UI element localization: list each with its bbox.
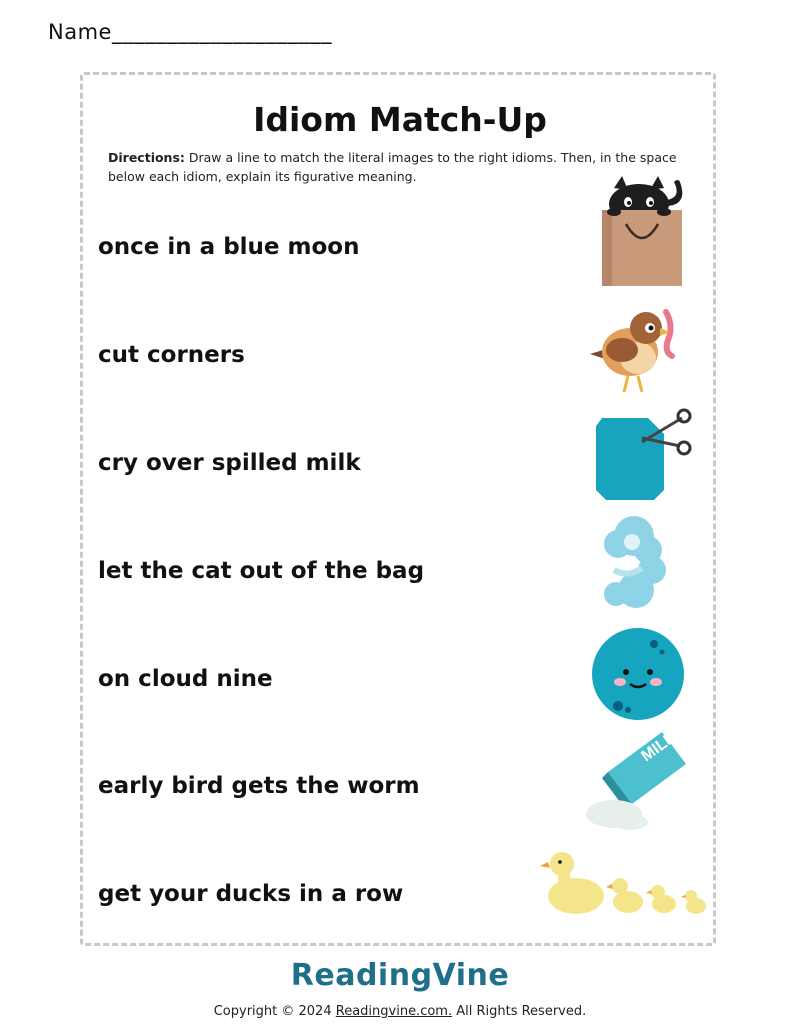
ducks-in-row-icon xyxy=(536,842,708,918)
directions-text: Draw a line to match the literal images to the right idioms. Then, in the space below each idiom, explain its figurative meaning. xyxy=(108,150,677,184)
cloud-nine-icon xyxy=(596,512,672,612)
copyright-suffix: All Rights Reserved. xyxy=(452,1004,587,1019)
cat-in-bag-icon xyxy=(588,176,698,288)
idiom-6: early bird gets the worm xyxy=(98,773,420,799)
idiom-3: cry over spilled milk xyxy=(98,450,361,476)
cut-corner-paper-icon xyxy=(592,408,696,502)
blue-moon-icon xyxy=(588,626,688,722)
directions-label: Directions: xyxy=(108,150,185,165)
svg-text:MILK: MILK xyxy=(638,728,680,766)
idiom-5: on cloud nine xyxy=(98,666,273,692)
brand-logo: ReadingVine xyxy=(290,958,510,993)
spilled-milk-icon xyxy=(580,728,692,832)
idiom-4: let the cat out of the bag xyxy=(98,558,425,584)
bird-with-worm-icon xyxy=(588,306,684,396)
name-field-label: Name____________________ xyxy=(48,20,332,44)
copyright-link[interactable]: Readingvine.com. xyxy=(335,1004,453,1019)
worksheet-title: Idiom Match-Up xyxy=(253,100,547,139)
idiom-7: get your ducks in a row xyxy=(98,881,404,907)
idiom-1: once in a blue moon xyxy=(98,234,360,260)
copyright-prefix: Copyright © 2024 xyxy=(213,1004,336,1019)
copyright-notice xyxy=(0,1004,800,1019)
idiom-2: cut corners xyxy=(98,342,245,368)
